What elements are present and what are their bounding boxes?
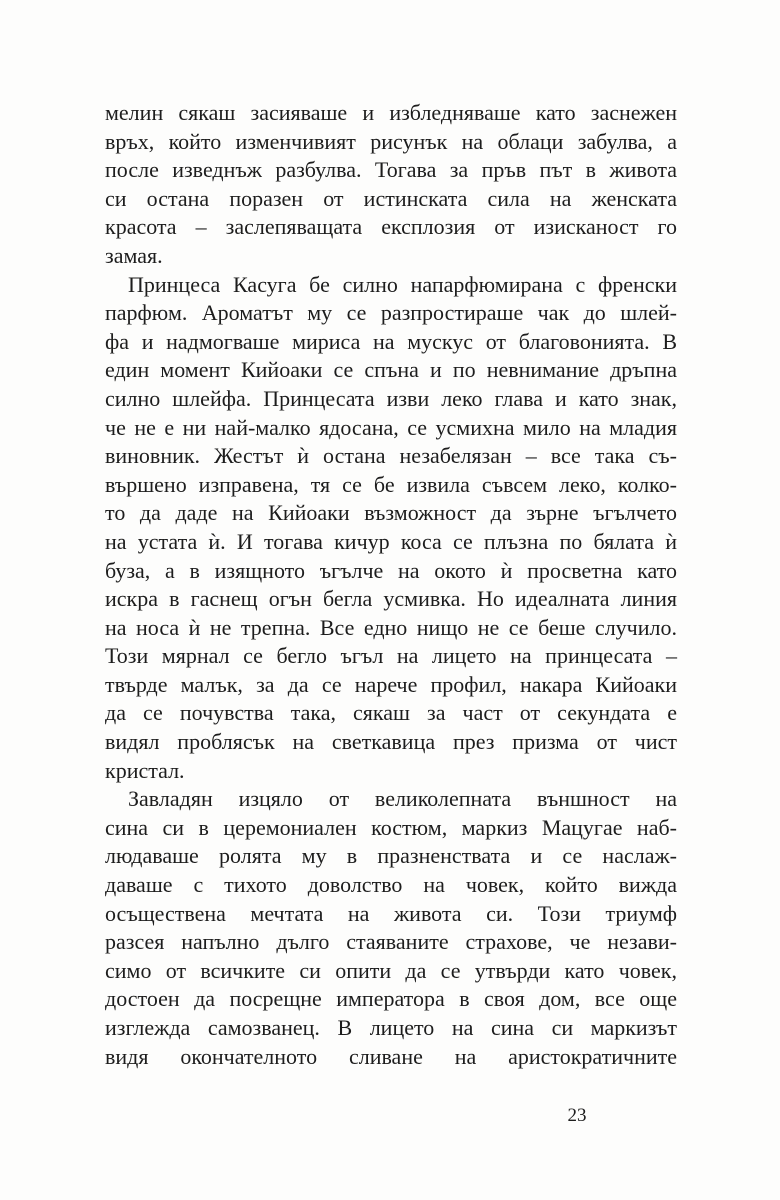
text-line: замая. — [105, 242, 163, 268]
text-line: че не е ни най-малко ядосана, се усмихна мило на младия — [105, 414, 677, 440]
text-line: връх, който изменчивият рисунък на облаци забулва, а — [105, 128, 677, 154]
text-line: парфюм. Ароматът му се разпростираше чак до шлей- — [105, 300, 677, 326]
text-line: то да даде на Кийоаки възможност да зърне ъгълчето — [105, 500, 677, 526]
text-line: фа и надмогваше мириса на мускус от благовонията. В — [105, 328, 677, 354]
text-line: после изведнъж разбулва. Тогава за пръв път в живота — [105, 157, 677, 183]
text-line: разсея напълно дълго стаяваните страхове, че незави- — [105, 929, 677, 955]
text-line: мелин сякаш засияваше и избледняваше като заснежен — [105, 100, 677, 125]
text-line: си остана поразен от истинската сила на женската — [105, 185, 677, 211]
text-line: твърде малък, за да се нарече профил, накара Кийоаки — [105, 671, 677, 697]
text-line: Завладян изцяло от великолепната външност на — [128, 786, 677, 812]
text-line: на носа ѝ не трепна. Все едно нищо не се беше случило. — [105, 614, 677, 640]
paragraph — [105, 99, 677, 271]
text-line: видя окончателното сливане на аристократичните — [105, 1043, 677, 1069]
text-line: силно шлейфа. Принцесата изви леко глава и като знак, — [105, 385, 677, 411]
paragraph — [105, 785, 677, 1071]
text-line: осъществена мечтата на живота си. Този триумф — [105, 900, 677, 926]
text-line: виновник. Жестът ѝ остана незабелязан – все така съ- — [105, 443, 677, 469]
text-line: на устата ѝ. И тогава кичур коса се плъзна по бялата ѝ — [105, 528, 677, 554]
body-text — [105, 99, 677, 1071]
text-line: вършено изправена, тя се бе извила съвсем леко, колко- — [105, 471, 677, 497]
page-number: 23 — [567, 1105, 587, 1126]
text-line: буза, а в изящното ъгълче на окото ѝ просветна като — [105, 557, 677, 583]
text-line: сина си в церемониален костюм, маркиз Мацугае наб- — [105, 814, 677, 840]
text-line: людаваше ролята му в празненствата и се наслаж- — [105, 843, 677, 869]
text-line: изглежда самозванец. В лицето на сина си маркизът — [105, 1015, 677, 1040]
text-line: да се почувства така, сякаш за част от секундата е — [105, 700, 677, 726]
text-line: достоен да посрещне императора в своя дом, все още — [105, 986, 677, 1012]
text-line: даваше с тихото доволство на човек, който вижда — [105, 872, 677, 898]
paragraph — [105, 271, 677, 786]
text-line: Този мярнал се бегло ъгъл на лицето на принцесата – — [105, 643, 677, 669]
text-line: кристал. — [105, 757, 185, 783]
text-line: искра в гаснещ огън бегла усмивка. Но идеалната линия — [105, 586, 677, 612]
text-line: Принцеса Касуга бе силно напарфюмирана с френски — [128, 271, 677, 297]
text-line: видял проблясък на светкавица през призма от чист — [105, 729, 677, 755]
text-line: един момент Кийоаки се спъна и по невнимание дръпна — [105, 357, 677, 383]
text-line: красота – заслепяващата експлозия от изисканост го — [105, 214, 677, 240]
text-line: симо от всичките си опити да се утвърди като човек, — [105, 957, 677, 983]
